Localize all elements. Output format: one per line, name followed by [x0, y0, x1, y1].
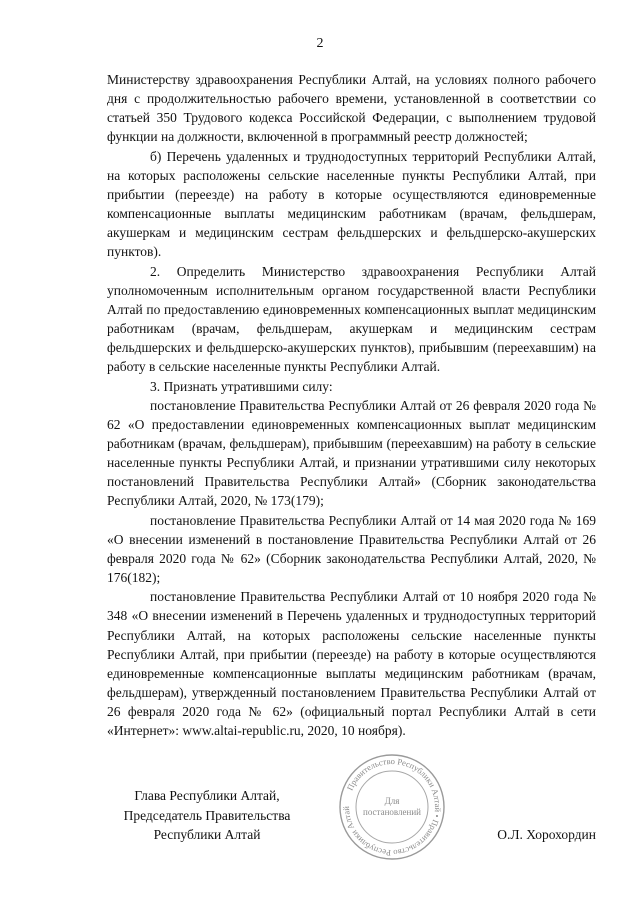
document-body: [107, 70, 596, 740]
signatory-title-line: Председатель Правительства: [123, 807, 291, 823]
seal-outer-text: Правительство Республики Алтай • Правительство Республики Алтай: [340, 755, 444, 859]
seal-center-text: постановлений: [363, 807, 421, 817]
seal-center-text: Для: [384, 796, 400, 806]
paragraph: б) Перечень удаленных и труднодоступных территорий Республики Алтай, на которых расположены сельские населенные пункты Республики Алтай, при прибытии (переезде) на работу в которые осуществляются единовременные компенсационные выплаты медицинским работникам (врачам, фельдшерам, акушеркам и медицинским сестрам фельдшерских и фельдшерско-акушерских пунктов).: [107, 148, 596, 260]
signatory-title-line: Республики Алтай: [153, 827, 261, 842]
signatory-title: [107, 786, 307, 845]
paragraph: 3. Признать утратившими силу:: [150, 378, 333, 394]
paragraph: постановление Правительства Республики Алтай от 14 мая 2020 года № 169 «О внесении изменений в постановление Правительства Республики Алтай от 26 февраля 2020 года № 62» (Сборник законодательства Республики Алтай, 2020, № 176(182);: [107, 512, 596, 586]
signatory-title-line: Глава Республики Алтай,: [134, 788, 280, 803]
paragraph: постановление Правительства Республики Алтай от 10 ноября 2020 года № 348 «О внесении изменений в Перечень удаленных и труднодоступных территорий Республики Алтай, на которых расположены сельские населенные пункты Республики Алтай, при прибытии (переезде) на работу в которые осуществляются единовременные компенсационные выплаты медицинским работникам (врачам, фельдшерам), утвержденный постановлением Правительства Республики Алтай от 26 февраля 2020 года № 62» (официальный портал Республики Алтай в сети «Интернет»: www.altai-republic.ru, 2020, 10 ноября).: [107, 589, 596, 739]
paragraph: 2. Определить Министерство здравоохранения Республики Алтай уполномоченным исполнительным органом государственной власти Республики Алтай по предоставлению единовременных компенсационных выплат медицинским работникам (врачам, фельдшерам, акушеркам и медицинским сестрам фельдшерских и фельдшерско-акушерских пунктов), прибывшим (переехавшим) на работу в сельские населенные пункты Республики Алтай.: [107, 263, 596, 375]
paragraph: постановление Правительства Республики Алтай от 26 февраля 2020 года № 62 «О предоставлении единовременных компенсационных выплат медицинским работникам (врачам, фельдшерам), прибывшим (переехавшим) на работу в сельские населенные пункты Республики Алтай, и признании утратившими силу некоторых постановлений Правительства Республики Алтай» (Сборник законодательства Республики Алтай, 2020, № 173(179);: [107, 397, 596, 509]
page-number: 2: [316, 36, 324, 51]
signatory-name: О.Л. Хорохордин: [497, 827, 596, 842]
paragraph: Министерству здравоохранения Республики Алтай, на условиях полного рабочего дня с продолжительностью рабочего времени, установленной в соответствии со статьей 350 Трудового кодекса Российской Федерации, с выполнением трудовой функции на должности, включенной в программный реестр должностей;: [107, 72, 596, 145]
official-seal: [337, 752, 447, 862]
